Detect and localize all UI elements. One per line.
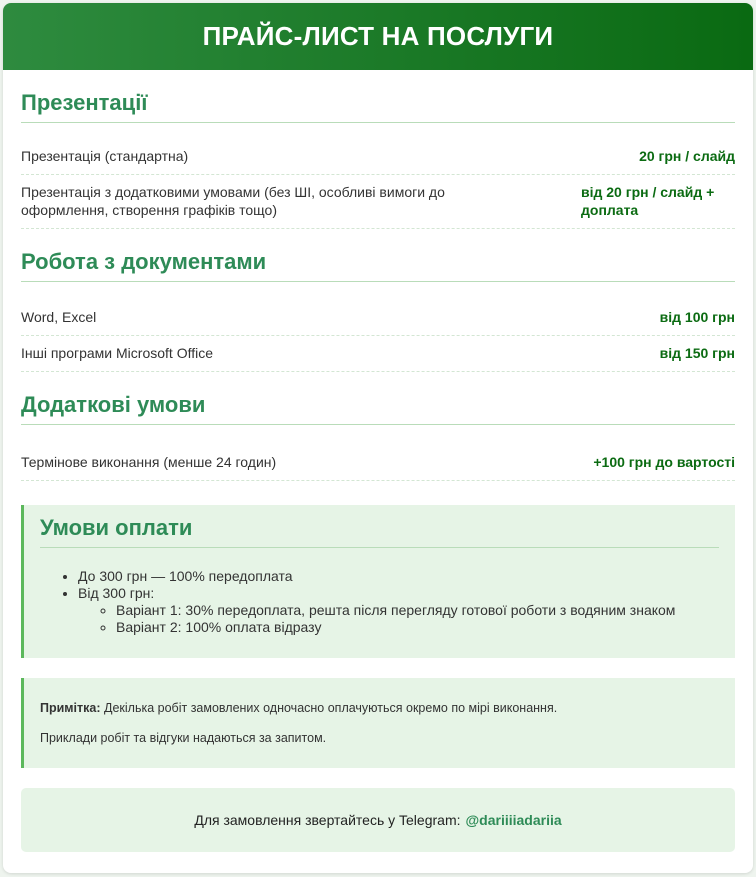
contact-box xyxy=(21,788,735,852)
price-row xyxy=(21,175,735,229)
service-price: від 150 грн xyxy=(659,345,735,361)
section-title: Робота з документами xyxy=(21,229,735,282)
note-body: Декілька робіт замовлених одночасно оплачуються окремо по мірі виконання. xyxy=(104,701,558,715)
section-presentations xyxy=(21,70,735,229)
payment-sublist xyxy=(78,602,719,636)
price-list-card xyxy=(3,3,753,873)
list-item: ◦ Варіант 1: 30% передоплата, решта після перегляду готової роботи з водяним знаком xyxy=(116,602,719,619)
note-text xyxy=(40,700,719,716)
service-name: Термінове виконання (менше 24 годин) xyxy=(21,454,277,470)
payment-title: Умови оплати xyxy=(40,515,719,548)
telegram-handle[interactable]: @dariiiiadariia xyxy=(465,812,562,828)
contact-text: Для замовлення звертайтесь у Telegram: xyxy=(194,812,461,828)
list-item: ◦ Варіант 2: 100% оплата відразу xyxy=(116,619,719,636)
section-title: Додаткові умови xyxy=(21,372,735,425)
payment-terms-box xyxy=(21,505,735,658)
service-name: Word, Excel xyxy=(21,309,97,325)
section-title: Презентації xyxy=(21,70,735,123)
header-banner xyxy=(3,3,753,70)
list-item-label: Від 300 грн: xyxy=(78,585,155,601)
section-extra-conditions xyxy=(21,372,735,481)
service-price: від 100 грн xyxy=(659,309,735,325)
service-name: Інші програми Microsoft Office xyxy=(21,345,214,361)
service-price: +100 грн до вартості xyxy=(593,454,735,470)
price-row xyxy=(21,300,735,336)
section-documents xyxy=(21,229,735,372)
note-label: Примітка: xyxy=(40,701,101,715)
note-text-2: Приклади робіт та відгуки надаються за запитом. xyxy=(40,731,327,745)
price-row xyxy=(21,139,735,175)
list-item: • До 300 грн — 100% передоплата xyxy=(78,568,719,585)
service-name: Презентація з додатковими умовами (без ШІ, особливі вимоги до оформлення, створення графіків тощо) xyxy=(21,184,445,218)
note-box xyxy=(21,678,735,768)
payment-list xyxy=(40,568,719,636)
page-title: ПРАЙС-ЛИСТ НА ПОСЛУГИ xyxy=(202,21,554,51)
service-price: 20 грн / слайд xyxy=(639,148,735,164)
service-name: Презентація (стандартна) xyxy=(21,148,189,164)
price-row xyxy=(21,336,735,372)
service-price: від 20 грн / слайд + доплата xyxy=(581,184,715,218)
price-row xyxy=(21,445,735,481)
list-item xyxy=(78,585,719,636)
content xyxy=(3,70,753,852)
